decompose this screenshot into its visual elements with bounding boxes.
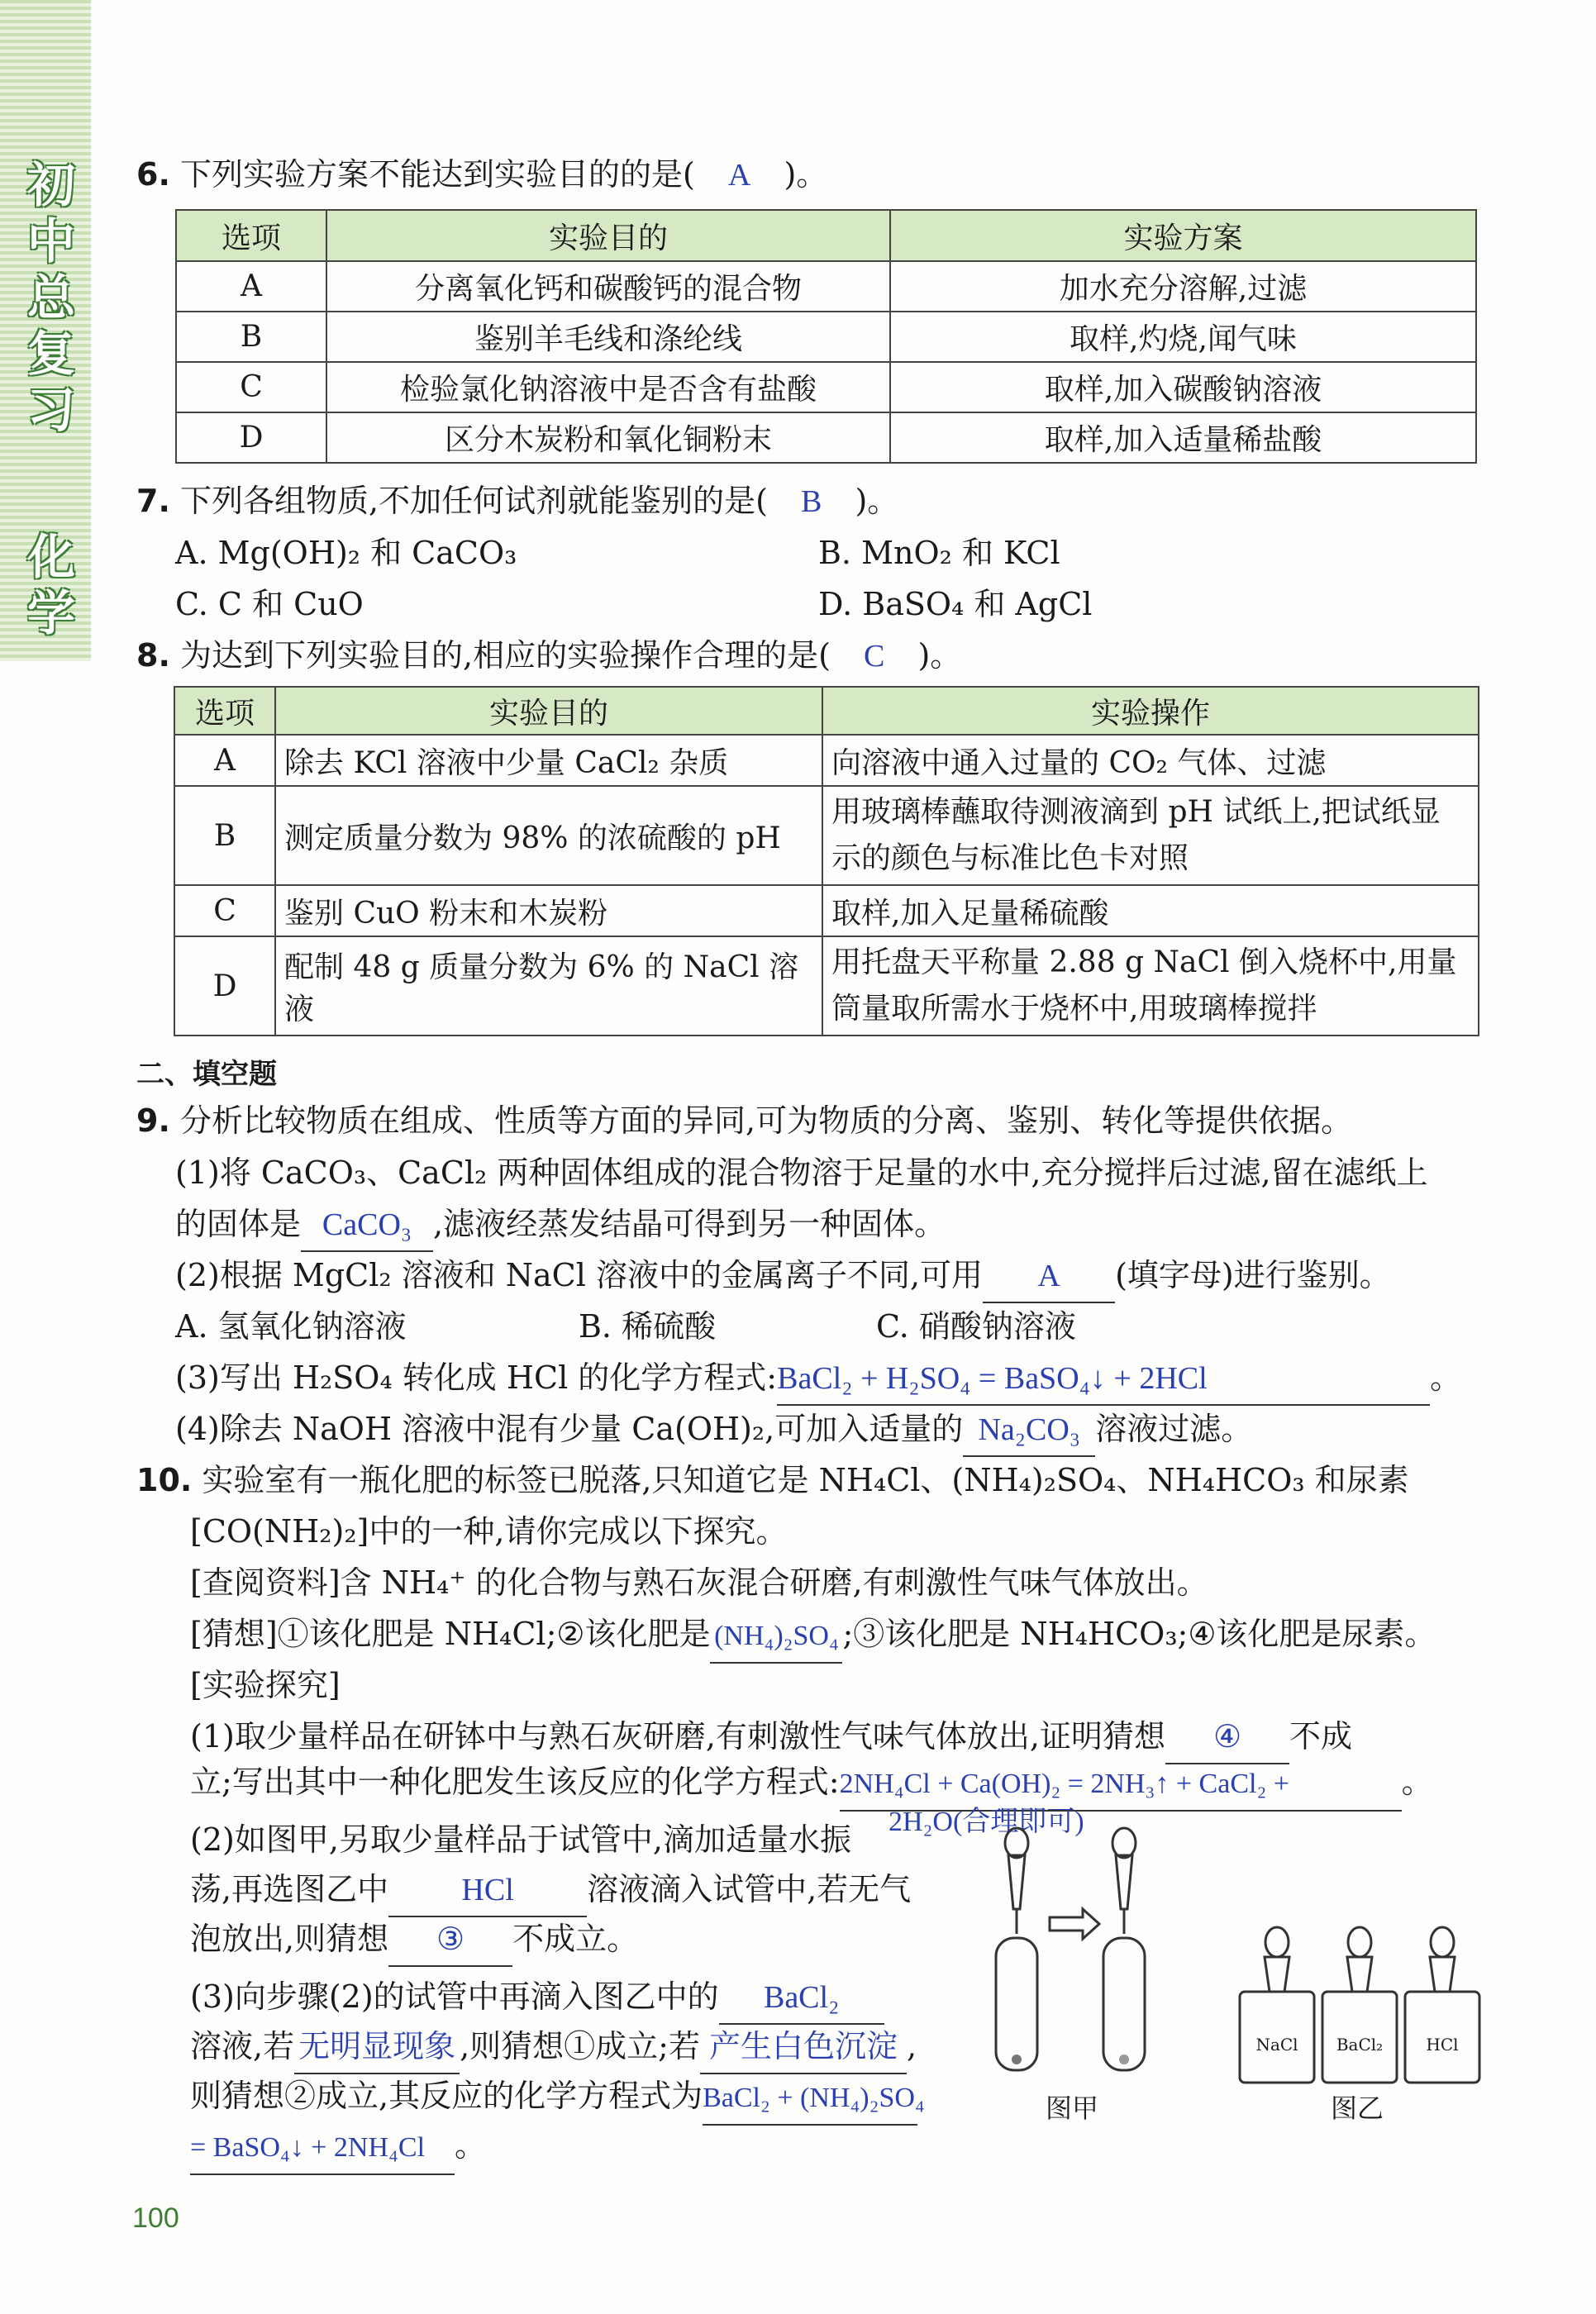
question-text: 下列实验方案不能达到实验目的的是(: [179, 156, 695, 193]
sidebar-title: 初中总复习: [26, 157, 75, 438]
q10-hypothesis: [猜想]①该化肥是 NH₄Cl;②该化肥是 (NH₄)₂SO₄ ;③该化肥是 NH₄HCO₃;④该化肥是尿素。: [190, 1608, 1436, 1664]
answer-blank: (NH₄)₂SO₄: [710, 1611, 842, 1664]
answer-blank: Na₂CO₃: [963, 1404, 1095, 1457]
q9-part1: (1)将 CaCO₃、CaCl₂ 两种固体组成的混合物溶于足量的水中,充分搅拌后过滤,留在滤纸上: [175, 1155, 1428, 1191]
answer-blank: 产生白色沉淀: [700, 2021, 907, 2074]
answer-blank: BaCl₂: [719, 1972, 884, 2025]
question-end: )。: [917, 637, 962, 674]
table-row: B 测定质量分数为 98% 的浓硫酸的 pH 用玻璃棒蘸取待测液滴到 pH 试纸上,把试纸显示的颜色与标准比色卡对照: [174, 786, 1479, 885]
question-end: )。: [855, 483, 899, 519]
page-number: 100: [132, 2202, 179, 2234]
answer-blank: BaCl₂ + (NH₄)₂SO₄: [703, 2073, 917, 2126]
answer-blank: = BaSO₄↓ + 2NH₄Cl: [190, 2122, 455, 2175]
figure-caption-yi: 图乙: [1331, 2093, 1384, 2124]
table-row: C 检验氯化钠溶液中是否含有盐酸 取样,加入碳酸钠溶液: [176, 362, 1476, 412]
q10-reference: [查阅资料]含 NH₄⁺ 的化合物与熟石灰混合研磨,有刺激性气味气体放出。: [190, 1564, 1208, 1601]
answer-continued: 2H₂O(合理即可): [889, 1807, 1084, 1837]
table-row: A 分离氧化钙和碳酸钙的混合物 加水充分溶解,过滤: [176, 261, 1476, 312]
figure-test-tubes: [959, 1818, 1190, 2091]
question-number: 6.: [136, 156, 170, 193]
q10-step3-line3: 则猜想②成立,其反应的化学方程式为BaCl₂ + (NH₄)₂SO₄: [190, 2070, 917, 2126]
question-text: 为达到下列实验目的,相应的实验操作合理的是(: [179, 637, 831, 674]
table-header: 实验方案: [890, 210, 1476, 261]
question-7: [136, 475, 898, 527]
question-number: 8.: [136, 637, 170, 674]
bottle-label: BaCl₂: [1336, 2035, 1384, 2055]
question-end: )。: [784, 156, 828, 193]
q10-step2-line2: 荡,再选图乙中 HCl 溶液滴入试管中,若无气: [190, 1864, 911, 1917]
q9-part2: (2)根据 MgCl₂ 溶液和 NaCl 溶液中的金属离子不同,可用 A (填字母)进行鉴别。: [175, 1250, 1391, 1303]
answer: A: [727, 158, 751, 193]
question-number: 9.: [136, 1102, 170, 1139]
q10-step2: (2)如图甲,另取少量样品于试管中,滴加适量水振: [190, 1821, 851, 1858]
answer-blank: A: [983, 1250, 1115, 1303]
q10-step2-line3: 泡放出,则猜想 ③ 不成立。: [190, 1913, 638, 1967]
option-c: C. C 和 CuO: [175, 586, 364, 622]
q9-option-b: B. 稀硫酸: [579, 1308, 717, 1345]
q10-line2: [CO(NH₂)₂]中的一种,请你完成以下探究。: [190, 1513, 788, 1550]
table-row: D 配制 48 g 质量分数为 6% 的 NaCl 溶液 用托盘天平称量 2.88 g NaCl 倒入烧杯中,用量筒量取所需水于烧杯中,用玻璃棒搅拌: [174, 936, 1479, 1036]
option-b: B. MnO₂ 和 KCl: [818, 535, 1060, 571]
q6-table: [175, 209, 1477, 464]
question-text: 分析比较物质在组成、性质等方面的异同,可为物质的分离、鉴别、转化等提供依据。: [179, 1102, 1353, 1139]
figure-caption-jia: 图甲: [1046, 2093, 1099, 2124]
table-row: A 除去 KCl 溶液中少量 CaCl₂ 杂质 向溶液中通入过量的 CO₂ 气体、过滤: [174, 735, 1479, 786]
answer-blank: ③: [388, 1914, 512, 1967]
table-row: D 区分木炭粉和氧化铜粉末 取样,加入适量稀盐酸: [176, 412, 1476, 463]
table-row: C 鉴别 CuO 粉末和木炭粉 取样,加入足量稀硫酸: [174, 885, 1479, 936]
question-8: [136, 630, 961, 682]
question-text: 下列各组物质,不加任何试剂就能鉴别的是(: [179, 483, 768, 519]
table-header: 选项: [174, 687, 275, 735]
question-number: 10.: [136, 1462, 193, 1498]
section-title: 二、填空题: [136, 1058, 277, 1091]
answer-blank: CaCO₃: [301, 1199, 433, 1252]
q9-part1-line2: 的固体是 CaCO₃ ,滤液经蒸发结晶可得到另一种固体。: [175, 1198, 946, 1252]
q9-option-a: A. 氢氧化钠溶液: [175, 1308, 407, 1345]
answer-blank: ④: [1165, 1712, 1289, 1764]
table-header: 选项: [176, 210, 326, 261]
bottle-label: NaCl: [1255, 2035, 1298, 2055]
q10-step3: (3)向步骤(2)的试管中再滴入图乙中的 BaCl₂: [190, 1971, 884, 2025]
q9-part4: (4)除去 NaOH 溶液中混有少量 Ca(OH)₂,可加入适量的 Na₂CO₃ 溶液过滤。: [175, 1403, 1252, 1457]
question-text: 实验室有一瓶化肥的标签已脱落,只知道它是 NH₄Cl、(NH₄)₂SO₄、NH₄HCO₃ 和尿素: [202, 1462, 1409, 1498]
q10-step1-line2: 立;写出其中一种化肥发生该反应的化学方程式:2NH₄Cl + Ca(OH)₂ = 2NH₃↑ + CaCl₂ + 。: [190, 1756, 1433, 1812]
q10-step3-line4: = BaSO₄↓ + 2NH₄Cl 。: [190, 2120, 486, 2175]
question-9: [136, 1095, 1352, 1146]
table-header: 实验操作: [822, 687, 1479, 735]
answer-blank: 2NH₄Cl + Ca(OH)₂ = 2NH₃↑ + CaCl₂ +: [840, 1759, 1402, 1812]
bottle-label: HCl: [1426, 2035, 1459, 2055]
question-6: [136, 149, 827, 201]
q9-part3: (3)写出 H₂SO₄ 转化成 HCl 的化学方程式:BaCl₂ + H₂SO₄ = BaSO₄↓ + 2HCl 。: [175, 1352, 1461, 1406]
answer-blank: BaCl₂ + H₂SO₄ = BaSO₄↓ + 2HCl: [777, 1353, 1430, 1406]
question-10: [136, 1455, 1409, 1506]
answer: C: [864, 639, 885, 674]
table-row: B 鉴别羊毛线和涤纶线 取样,灼烧,闻气味: [176, 312, 1476, 362]
q8-table: [174, 686, 1479, 1036]
q9-option-c: C. 硝酸钠溶液: [876, 1308, 1076, 1345]
q10-step1: (1)取少量样品在研钵中与熟石灰研磨,有刺激性气味气体放出,证明猜想 ④ 不成: [190, 1711, 1352, 1764]
answer: B: [800, 484, 822, 519]
question-number: 7.: [136, 483, 170, 519]
option-d: D. BaSO₄ 和 AgCl: [818, 586, 1093, 622]
figure-reagent-bottles: [1232, 1917, 1488, 2091]
table-header: 实验目的: [275, 687, 822, 735]
q10-step3-line2: 溶液,若 无明显现象 ,则猜想①成立;若 产生白色沉淀 ,: [190, 2021, 917, 2074]
answer-blank: 无明显现象: [294, 2021, 460, 2074]
sidebar-subject: 化学: [26, 529, 75, 641]
answer-blank: HCl: [388, 1864, 587, 1917]
option-a: A. Mg(OH)₂ 和 CaCO₃: [175, 535, 517, 571]
q10-experiment-label: [实验探究]: [190, 1667, 341, 1703]
table-header: 实验目的: [326, 210, 890, 261]
